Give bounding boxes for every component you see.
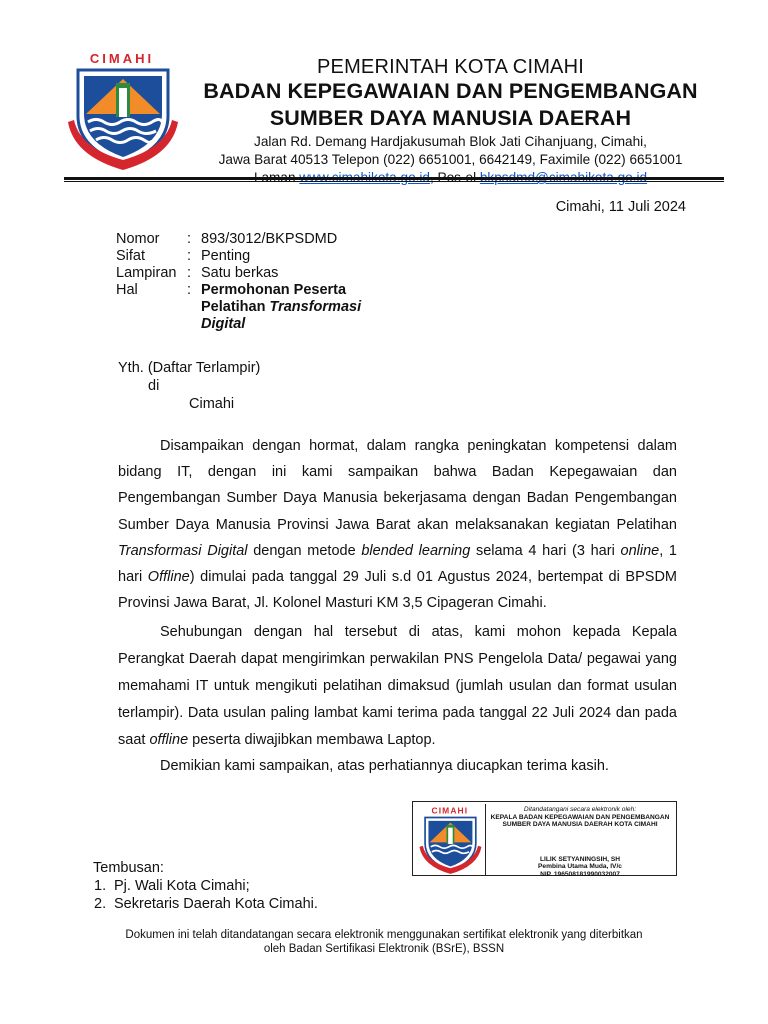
government-title: PEMERINTAH KOTA CIMAHI [316, 56, 585, 78]
italic-term: Offline [147, 569, 190, 586]
italic-term: blended learning [361, 542, 471, 559]
recipient-block [118, 359, 260, 413]
list-item: 2. Sekretaris Daerah Kota Cimahi. [94, 896, 318, 912]
subject-value [201, 282, 381, 333]
body-text-run: selama 4 hari (3 hari [470, 542, 621, 559]
list-item: 1. Pj. Wali Kota Cimahi; [94, 878, 250, 894]
meta-row-hal [116, 282, 401, 333]
footer-disclaimer [64, 928, 704, 956]
italic-term: online [620, 542, 660, 559]
electronic-signature-box [412, 801, 677, 876]
letter-date: Cimahi, 11 Juli 2024 [555, 199, 686, 215]
meta-key: Lampiran [116, 265, 177, 281]
sig-position-line1: KEPALA BADAN KEPEGAWAIAN DAN PENGEMBANGAN [490, 813, 670, 821]
meta-row-lampiran [116, 265, 401, 282]
recipient-line: Yth. (Daftar Terlampir) [118, 360, 261, 376]
agency-name-line1: BADAN KEPEGAWAIAN DAN PENGEMBANGAN [203, 79, 698, 103]
signature-text [486, 806, 674, 879]
sig-position-line2: SUMBER DAYA MANUSIA DAERAH KOTA CIMAHI [502, 821, 658, 829]
body-text-run: , 1 hari [118, 542, 677, 586]
body-text-run: Demikian kami sampaikan, atas perhatiannya diucapkan terima kasih. [160, 758, 609, 775]
recipient-city: Cimahi [189, 396, 235, 412]
meta-row-nomor [116, 231, 401, 248]
meta-value: 893/3012/BKPSDMD [201, 231, 338, 247]
subject-italic: Transformasi Digital [201, 299, 362, 332]
subject-plain: Permohonan Peserta Pelatihan [201, 282, 347, 315]
meta-key: Hal [116, 282, 138, 298]
recipient-di: di [148, 378, 160, 394]
meta-row-sifat [116, 248, 401, 265]
body-text-run: ) dimulai pada tanggal 29 Juli s.d 01 Agustus 2024, bertempat di BPSDM Provinsi Jawa Barat, Jl. Kolonel Masturi KM 3,5 Cipageran Cimahi. [118, 569, 677, 612]
meta-value: Satu berkas [201, 265, 279, 281]
meta-colon: : [187, 248, 192, 264]
signature-emblem-logo [416, 804, 486, 875]
address-line2: Jawa Barat 40513 Telepon (022) 6651001, 6642149, Faximile (022) 6651001 [218, 152, 683, 167]
meta-colon: : [187, 265, 192, 281]
letterhead-divider-thin [64, 181, 724, 182]
body-paragraph-3 [118, 753, 677, 779]
body-text-run: dengan metode [247, 542, 362, 559]
meta-colon: : [187, 231, 192, 247]
body-text-run: peserta diwajibkan membawa Laptop. [188, 731, 436, 748]
letter-body [118, 433, 677, 780]
italic-term: Transformasi Digital [118, 542, 248, 559]
sig-name: LILIK SETYANINGSIH, SH [540, 855, 620, 863]
footer-line2: oleh Badan Sertifikasi Elektronik (BSrE), BSSN [263, 943, 505, 955]
sig-nip: NIP. 196508181990032007 [540, 870, 620, 878]
body-text-run: Disampaikan dengan hormat, dalam rangka peningkatan kompetensi dalam bidang IT, dengan ini kami sampaikan bahwa Badan Kepegawaian dan Pengembangan Sumber Daya Manusia bekerjasama dengan Badan Pengembangan Sumber Daya Manusia Provinsi Jawa Barat akan melaksanakan kegiatan Pelatihan [118, 438, 677, 533]
meta-colon: : [187, 282, 192, 298]
cc-title: Tembusan: [93, 860, 164, 876]
body-paragraph-2 [118, 619, 677, 753]
letterhead-divider [64, 177, 724, 180]
emblem-city-text: CIMAHI [89, 51, 155, 66]
meta-key: Nomor [116, 231, 160, 247]
letterhead [178, 56, 723, 186]
footer-line1: Dokumen ini telah ditandatangan secara elektronik menggunakan sertifikat elektronik yang diterbitkan [125, 929, 643, 941]
body-paragraph-1 [118, 433, 677, 616]
meta-value: Penting [201, 248, 251, 264]
sig-emblem-city-text: CIMAHI [431, 805, 469, 816]
city-emblem-logo [64, 46, 184, 172]
meta-key: Sifat [116, 248, 146, 264]
agency-name-line2: SUMBER DAYA MANUSIA DAERAH [269, 106, 632, 130]
letter-meta [116, 231, 401, 333]
carbon-copy-list [93, 859, 318, 913]
body-text-run: Sehubungan dengan hal tersebut di atas, kami mohon kepada Kepala Perangkat Daerah dapat mengirimkan perwakilan PNS Pengelola Data/ pegawai yang memahami IT untuk mengikuti pelatihan dimaksud (jumlah usulan dan format usulan terlampir). Data usulan paling lambat kami terima pada tanggal 22 Juli 2024 dan pada saat [118, 624, 677, 748]
sig-signed-by: Ditandatangani secara elektronik oleh: [523, 806, 637, 813]
italic-term: offline [149, 731, 189, 748]
sig-rank: Pembina Utama Muda, IV/c [538, 863, 622, 871]
address-line1: Jalan Rd. Demang Hardjakusumah Blok Jati Cihanjuang, Cimahi, [254, 134, 647, 149]
